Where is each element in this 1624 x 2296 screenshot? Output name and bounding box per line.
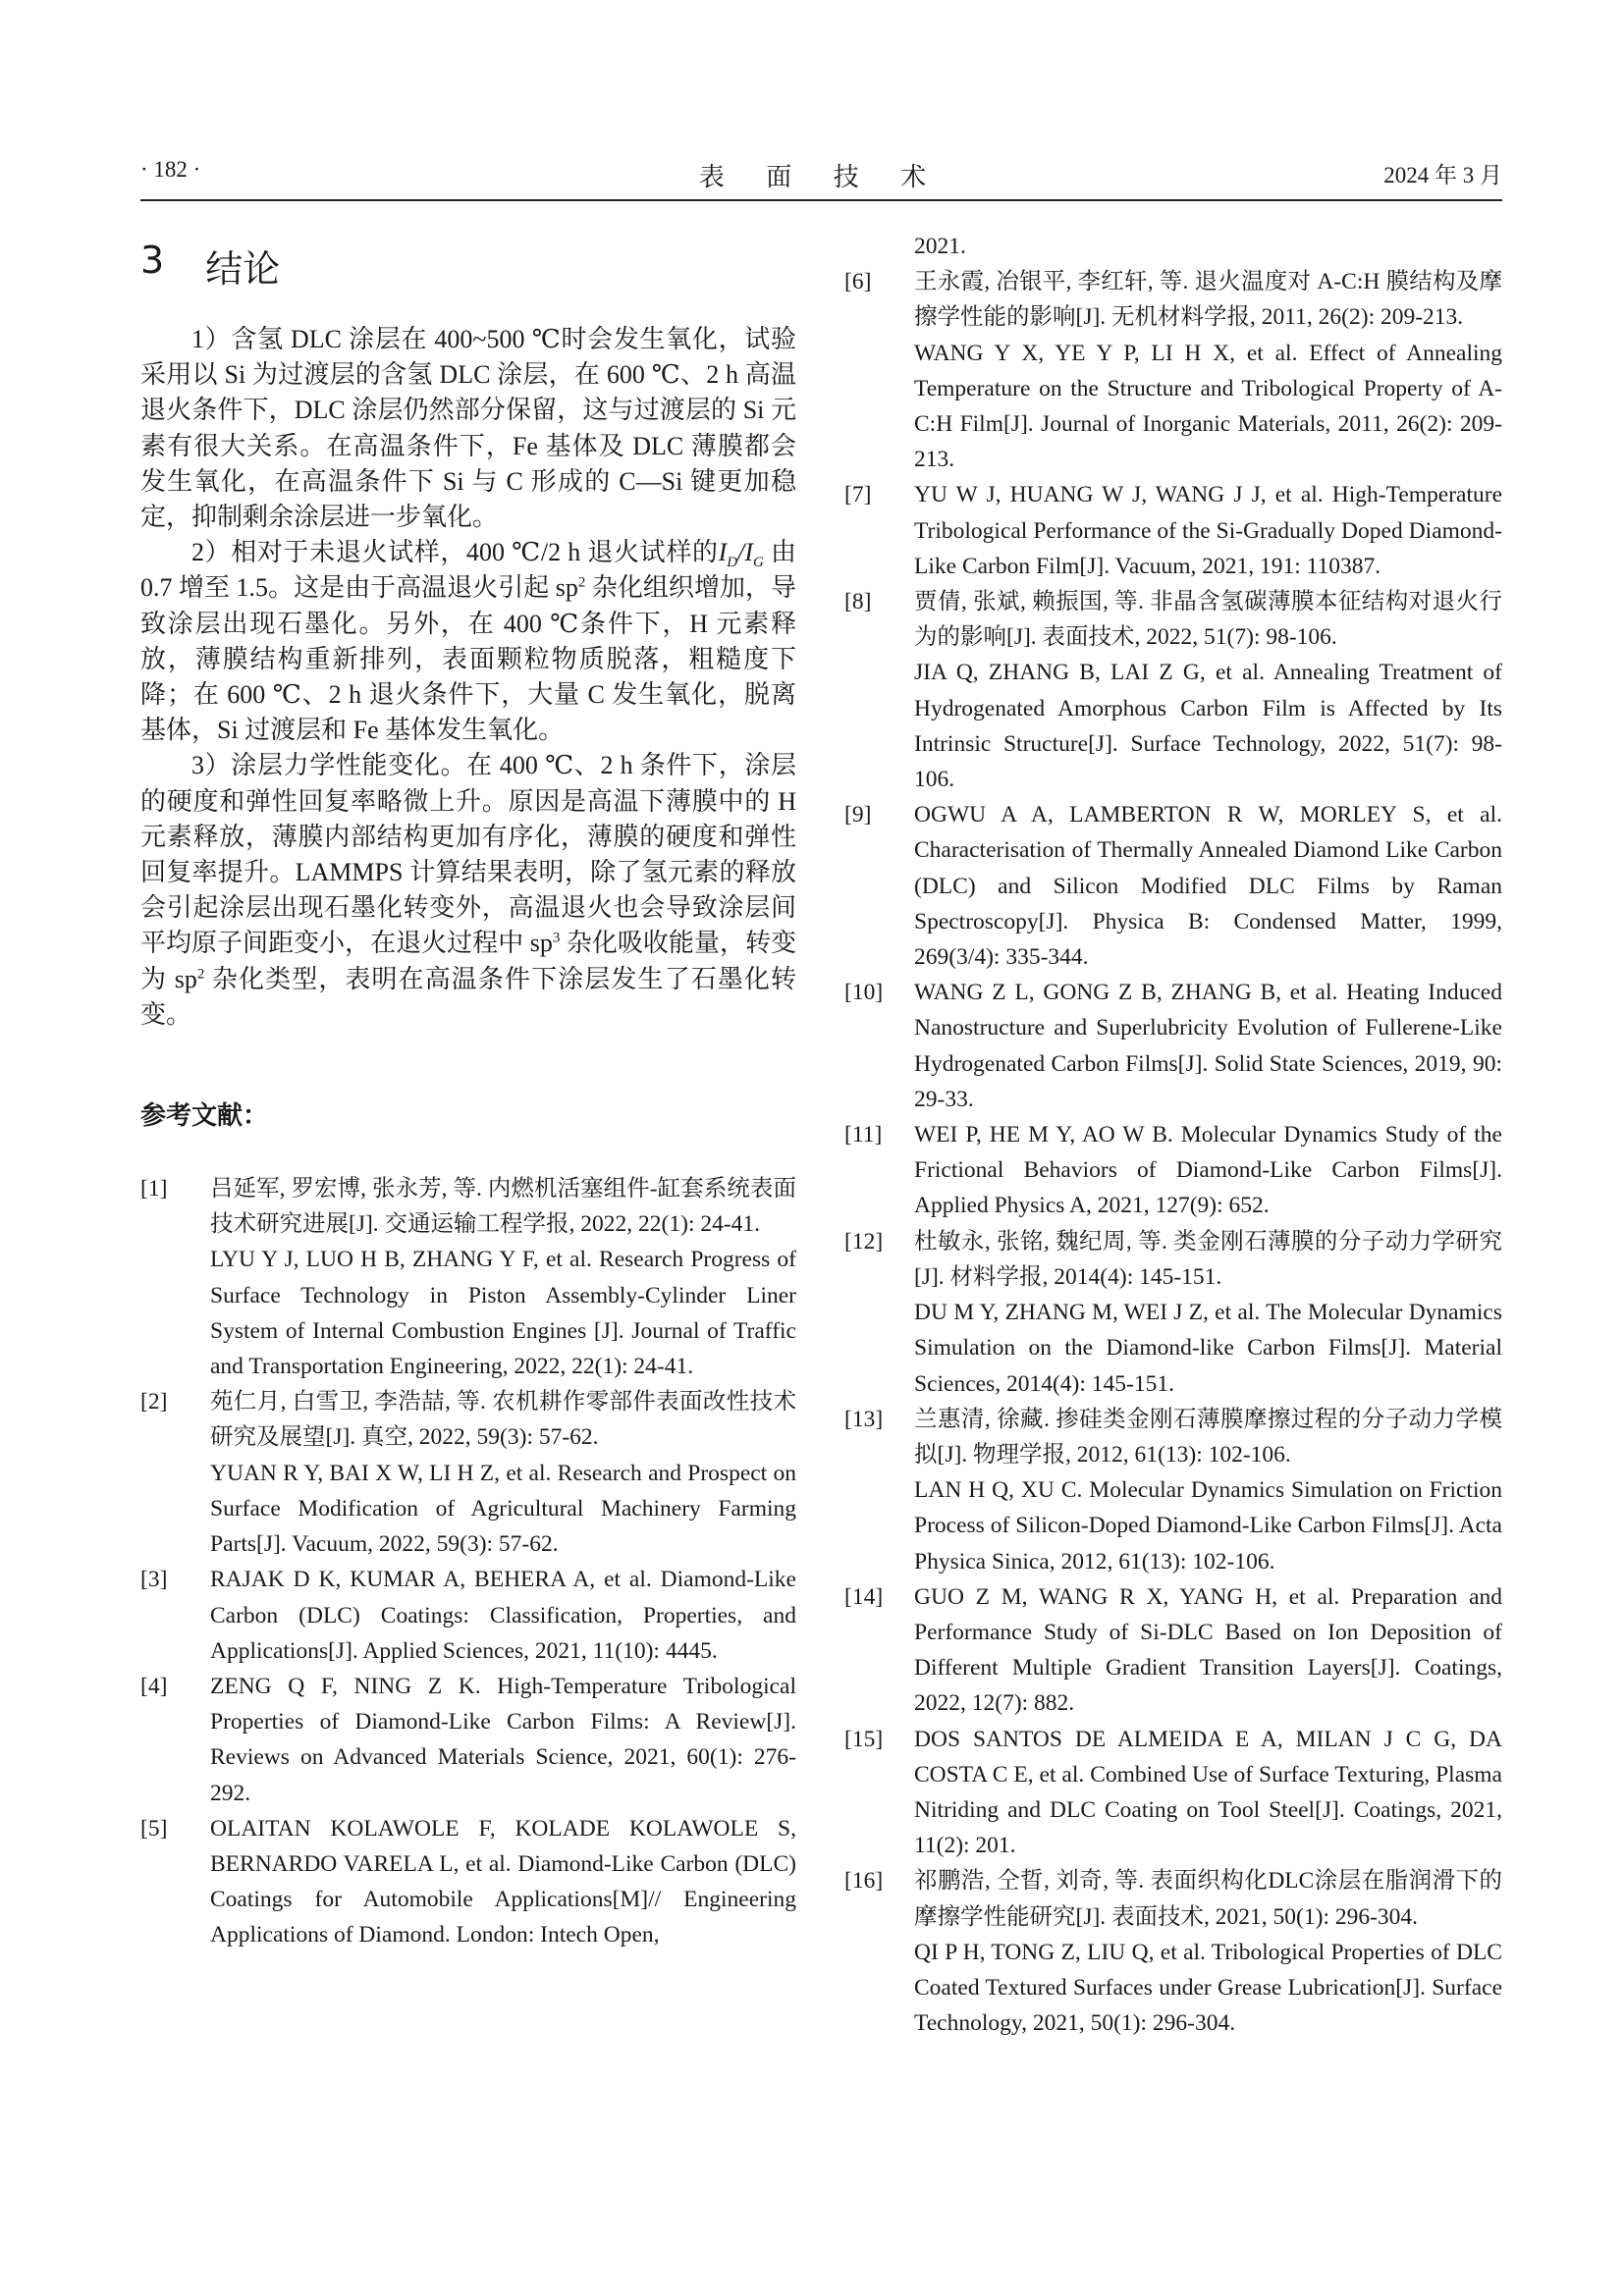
paragraph-3-rest: 杂化类型，表明在高温条件下涂层发生了石墨化转变。 (140, 964, 796, 1029)
reference-body (210, 1562, 796, 1669)
reference-body (914, 975, 1502, 1117)
conclusion-paragraph-3 (140, 748, 796, 1033)
reference-number: [14] (844, 1583, 884, 1610)
section-title: 结论 (205, 247, 281, 291)
reference-text: 苑仁月, 白雪卫, 李浩喆, 等. 农机耕作零部件表面改性技术研究及展望[J]. 真空, 2022, 59(3): 57-62. (210, 1389, 796, 1451)
reference-list-left (140, 1171, 796, 1952)
references-heading: 参考文献： (140, 1101, 269, 1132)
paragraph-3-lead: 3）涂层力学性能变化。在 400 ℃、2 h 条件下，涂层的硬度和弹性回复率略微上升。原因是高温下薄膜中的 H 元素释放，薄膜内部结构更加有序化，薄膜的硬度和弹性回复率提升。LAMMPS 计算结果表明，除了氢元素的释放会引起涂层出现石墨化转变外，高温退火也会导致涂层间平均原子间距变小，在退火过程中 (140, 751, 796, 958)
reference-item (844, 584, 1502, 797)
reference-body (914, 264, 1502, 477)
ratio-d-subscript: D (727, 555, 738, 571)
reference-5-continuation: 2021. (914, 234, 966, 259)
reference-item (140, 1384, 796, 1562)
section-number: 3 (140, 239, 165, 282)
reference-translation: JIA Q, ZHANG B, LAI Z G, et al. Annealing Treatment of Hydrogenated Amorphous Carbon Film is Affected by Its Intrinsic Structure[J]. Surface Technology, 2022, 51(7): 98-106. (914, 660, 1502, 793)
reference-text: 吕延军, 罗宏博, 张永芳, 等. 内燃机活塞组件-缸套系统表面技术研究进展[J]. 交通运输工程学报, 2022, 22(1): 24-41. (210, 1176, 796, 1238)
reference-text: DOS SANTOS DE ALMEIDA E A, MILAN J C G, DA COSTA C E, et al. Combined Use of Surface Texturing, Plasma Nitriding and DLC Coating on Tool Steel[J]. Coatings, 2021, 11(2): 201. (914, 1726, 1502, 1859)
reference-number: [13] (844, 1406, 884, 1432)
reference-number: [3] (140, 1567, 168, 1593)
sp2-superscript: 2 (577, 574, 586, 591)
conclusion-paragraph-2 (140, 535, 796, 748)
reference-body (914, 584, 1502, 797)
ratio-g-subscript: G (753, 555, 764, 571)
reference-text: OGWU A A, LAMBERTON R W, MORLEY S, et al. Characterisation of Thermally Annealed Diamond Like Carbon (DLC) and Silicon Modified DLC Films by Raman Spectroscopy[J]. Physica B: Condensed Matter, 1999, 269(3/4): 335-344. (914, 802, 1502, 971)
reference-text: GUO Z M, WANG R X, YANG H, et al. Preparation and Performance Study of Si-DLC Based on Ion Deposition of Different Multiple Gradient Transition Layers[J]. Coatings, 2022, 12(7): 882. (914, 1583, 1502, 1717)
page-number: · 182 · (140, 157, 201, 182)
reference-number: [2] (140, 1389, 168, 1415)
paragraph-2-lead: 2）相对于未退火试样，400 ℃/2 h 退火试样的 (191, 538, 719, 567)
reference-item (844, 1117, 1502, 1224)
reference-number: [4] (140, 1673, 168, 1699)
reference-text: YU W J, HUANG W J, WANG J J, et al. High-Temperature Tribological Performance of the Si-Gradually Doped Diamond-Like Carbon Film[J]. Vacuum, 2021, 191: 110387. (914, 482, 1502, 579)
reference-item (844, 1402, 1502, 1579)
reference-text: OLAITAN KOLAWOLE F, KOLADE KOLAWOLE S, BERNARDO VARELA L, et al. Diamond-Like Carbon (DLC) Coatings for Automobile Applications[M]// Engineering Applications of Diamond. London: Intech Open, (210, 1815, 796, 1949)
reference-number: [6] (844, 269, 872, 295)
reference-number: [9] (844, 802, 872, 828)
reference-item (140, 1811, 796, 1953)
reference-list-right (844, 264, 1502, 2041)
conclusion-paragraph-1: 1）含氢 DLC 涂层在 400~500 ℃时会发生氧化，试验采用以 Si 为过渡层的含氢 DLC 涂层，在 600 ℃、2 h 高温退火条件下，DLC 涂层仍然部分保留，这与过渡层的 Si 元素有很大关系。在高温条件下，Fe 基体及 DLC 薄膜都会发生氧化，在高温条件下 Si 与 C 形成的 C—Si 键更加稳定，抑制剩余涂层进一步氧化。 (140, 325, 796, 532)
sp2-superscript-2: 2 (196, 966, 205, 982)
paragraph-2-mid: 由 0.7 增至 1.5。这是由于高温退火引起 sp (140, 538, 796, 603)
reference-body (210, 1669, 796, 1811)
issue-date: 2024 年 3 月 (1383, 163, 1502, 187)
reference-translation: WANG Y X, YE Y P, LI H X, et al. Effect of Annealing Temperature on the Structure and Tribological Property of A-C:H Film[J]. Journal of Inorganic Materials, 2011, 26(2): 209-213. (914, 340, 1502, 473)
ratio-slash-i: /I (737, 538, 753, 567)
reference-body (210, 1811, 796, 1953)
reference-text: 祁鹏浩, 仝晢, 刘奇, 等. 表面织构化DLC涂层在脂润滑下的摩擦学性能研究[J]. 表面技术, 2021, 50(1): 296-304. (914, 1868, 1502, 1930)
reference-item (844, 1224, 1502, 1402)
reference-text: ZENG Q F, NING Z K. High-Temperature Tribological Properties of Diamond-Like Carbon Films: A Review[J]. Reviews on Advanced Materials Science, 2021, 60(1): 276-292. (210, 1673, 796, 1806)
reference-item (140, 1669, 796, 1811)
right-column (844, 231, 1502, 2041)
reference-body (914, 1224, 1502, 1402)
reference-item (140, 1562, 796, 1669)
reference-number: [5] (140, 1815, 168, 1842)
reference-body (914, 1117, 1502, 1224)
reference-body (914, 1402, 1502, 1579)
section-heading (140, 239, 796, 293)
reference-text: WEI P, HE M Y, AO W B. Molecular Dynamics Study of the Frictional Behaviors of Diamond-Like Carbon Films[J]. Applied Physics A, 2021, 127(9): 652. (914, 1122, 1502, 1219)
ratio-i: I (718, 538, 728, 567)
reference-body (914, 1722, 1502, 1864)
journal-name: 表 面 技 术 (698, 163, 945, 191)
reference-item (844, 264, 1502, 477)
reference-translation: DU M Y, ZHANG M, WEI J Z, et al. The Molecular Dynamics Simulation on the Diamond-like Carbon Films[J]. Material Sciences, 2014(4): 145-151. (914, 1300, 1502, 1397)
header-rule (140, 199, 1502, 201)
reference-text: WANG Z L, GONG Z B, ZHANG B, et al. Heating Induced Nanostructure and Superlubricity Evolution of Fullerene-Like Hydrogenated Carbon Films[J]. Solid State Sciences, 2019, 90: 29-33. (914, 980, 1502, 1112)
sp3-label: sp (529, 929, 553, 958)
reference-item (844, 1863, 1502, 2041)
reference-number: [8] (844, 589, 872, 615)
reference-text: 杜敏永, 张铭, 魏纪周, 等. 类金刚石薄膜的分子动力学研究[J]. 材料学报, 2014(4): 145-151. (914, 1228, 1502, 1290)
reference-item (844, 1722, 1502, 1864)
reference-translation: LYU Y J, LUO H B, ZHANG Y F, et al. Research Progress of Surface Technology in Piston Assembly-Cylinder Liner System of Internal Combustion Engines [J]. Journal of Traffic and Transportation Engineering, 2022, 22(1): 24-41. (210, 1247, 796, 1380)
reference-body (210, 1384, 796, 1562)
reference-number: [12] (844, 1228, 884, 1255)
reference-text: 贾倩, 张斌, 赖振国, 等. 非晶含氢碳薄膜本征结构对退火行为的影响[J]. 表面技术, 2022, 51(7): 98-106. (914, 589, 1502, 651)
reference-item (844, 975, 1502, 1117)
reference-number: [11] (844, 1122, 883, 1148)
reference-body (914, 477, 1502, 584)
reference-text: RAJAK D K, KUMAR A, BEHERA A, et al. Diamond-Like Carbon (DLC) Coatings: Classification, Properties, and Applications[J]. Applied Sciences, 2021, 11(10): 4445. (210, 1567, 796, 1664)
left-column (140, 231, 796, 1953)
reference-number: [16] (844, 1868, 884, 1895)
reference-number: [15] (844, 1726, 884, 1752)
reference-number: [7] (844, 482, 872, 508)
reference-number: [1] (140, 1176, 168, 1202)
reference-translation: LAN H Q, XU C. Molecular Dynamics Simulation on Friction Process of Silicon-Doped Diamond-Like Carbon Films[J]. Acta Physica Sinica, 2012, 61(13): 102-106. (914, 1477, 1502, 1575)
reference-text: 王永霞, 冶银平, 李红轩, 等. 退火温度对 A-C:H 膜结构及摩擦学性能的影响[J]. 无机材料学报, 2011, 26(2): 209-213. (914, 269, 1502, 331)
ratio-i-d (718, 538, 764, 571)
reference-body (210, 1171, 796, 1384)
reference-item (844, 1579, 1502, 1722)
page-header (140, 157, 1502, 200)
reference-item (140, 1171, 796, 1384)
sp3-superscript: 3 (552, 930, 561, 946)
reference-body (914, 1863, 1502, 2041)
reference-translation: QI P H, TONG Z, LIU Q, et al. Tribological Properties of DLC Coated Textured Surfaces under Grease Lubrication[J]. Surface Technology, 2021, 50(1): 296-304. (914, 1939, 1502, 2037)
paragraph-2-rest: 杂化组织增加，导致涂层出现石墨化。另外，在 400 ℃条件下，H 元素释放，薄膜结构重新排列，表面颗粒物质脱落，粗糙度下降；在 600 ℃、2 h 退火条件下，大量 C 发生氧化，脱离基体，Si 过渡层和 Fe 基体发生氧化。 (140, 573, 796, 745)
reference-translation: YUAN R Y, BAI X W, LI H Z, et al. Research and Prospect on Surface Modification of Agricultural Machinery Farming Parts[J]. Vacuum, 2022, 59(3): 57-62. (210, 1460, 796, 1558)
reference-item (844, 477, 1502, 584)
reference-body (914, 1579, 1502, 1722)
reference-text: 兰惠清, 徐藏. 掺硅类金刚石薄膜摩擦过程的分子动力学模拟[J]. 物理学报, 2012, 61(13): 102-106. (914, 1406, 1502, 1468)
reference-number: [10] (844, 980, 884, 1006)
reference-item (844, 797, 1502, 975)
paragraph-3-mid: 杂化吸收能量，转变为 sp (140, 929, 796, 993)
reference-body (914, 797, 1502, 975)
